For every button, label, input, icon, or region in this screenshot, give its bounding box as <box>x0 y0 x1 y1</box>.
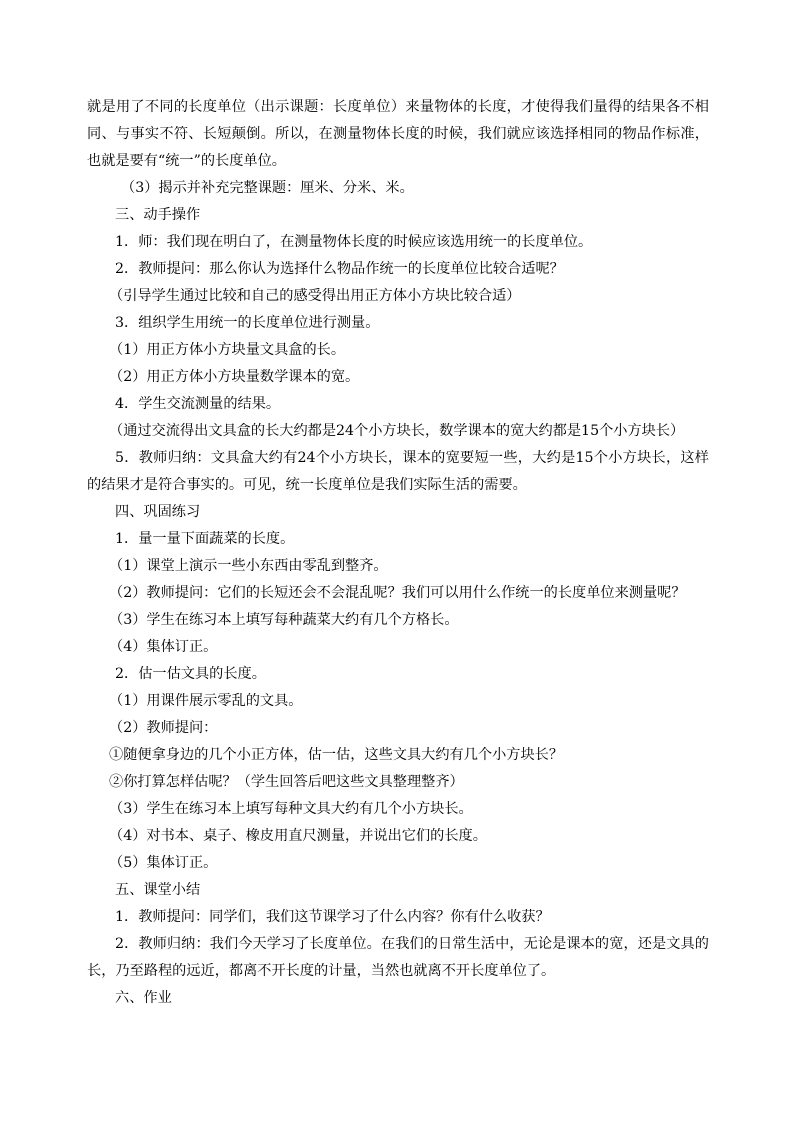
section-4-item-2-sub-5: （5）集体订正。 <box>109 855 218 871</box>
section-6-title: 六、作业 <box>115 990 172 1006</box>
section-4-item-2: 2．估一估文具的长度。 <box>115 666 266 682</box>
section-4-item-2-sub-1: （1）用课件展示零乱的文具。 <box>109 693 303 709</box>
section-4-item-1-sub-3: （3）学生在练习本上填写每种蔬菜大约有几个方格长。 <box>109 612 459 628</box>
section-5-item-2: 2．教师归纳：我们今天学习了长度单位。在我们的日常生活中，无论是课本的宽，还是文具的长，乃至路程的远近，都离不开长度的计量，当然也就离不开长度单位了。 <box>87 936 709 979</box>
reveal-topic-line: （3）揭示并补充完整课题：厘米、分米、米。 <box>121 180 414 196</box>
section-4-item-1-sub-2: （2）教师提问：它们的长短还会不会混乱呢？我们可以用什么作统一的长度单位来测量呢？ <box>109 585 686 601</box>
document-page <box>87 94 709 1012</box>
intro-paragraph: 就是用了不同的长度单位（出示课题：长度单位）来量物体的长度，才使得我们量得的结果各不相同、与事实不符、长短颠倒。所以，在测量物体长度的时候，我们就应该选择相同的物品作标准，也就是要有“统一”的长度单位。 <box>87 99 709 169</box>
section-4-item-2-sub-2a: ①随便拿身边的几个小正方体，估一估，这些文具大约有几个小方块长？ <box>109 747 564 763</box>
section-5-item-1: 1．教师提问：同学们，我们这节课学习了什么内容？你有什么收获？ <box>115 909 550 925</box>
section-4-title: 四、巩固练习 <box>115 504 201 520</box>
section-3-title: 三、动手操作 <box>115 207 201 223</box>
section-4-item-1-sub-1: （1）课堂上演示一些小东西由零乱到整齐。 <box>109 558 388 574</box>
section-3-item-2-note: （引导学生通过比较和自己的感受得出用正方体小方块比较合适） <box>109 288 521 304</box>
section-4-item-1-sub-4: （4）集体订正。 <box>109 639 218 655</box>
section-3-item-3: 3．组织学生用统一的长度单位进行测量。 <box>115 315 380 331</box>
section-4-item-2-sub-2b: ②你打算怎样估呢？（学生回答后吧这些文具整理整齐） <box>109 774 464 790</box>
section-5-title: 五、课堂小结 <box>115 882 201 898</box>
section-3-item-2: 2．教师提问：那么你认为选择什么物品作统一的长度单位比较合适呢？ <box>115 261 564 277</box>
section-3-item-4: 4．学生交流测量的结果。 <box>115 396 281 412</box>
section-4-item-2-sub-3: （3）学生在练习本上填写每种文具大约有几个小方块长。 <box>109 801 473 817</box>
section-4-item-1: 1．量一量下面蔬菜的长度。 <box>115 531 295 547</box>
section-4-item-2-sub-4: （4）对书本、桌子、橡皮用直尺测量，并说出它们的长度。 <box>109 828 487 844</box>
section-3-item-1: 1．师：我们现在明白了，在测量物体长度的时候应该选用统一的长度单位。 <box>115 234 593 250</box>
section-3-item-5: 5．教师归纳：文具盒大约有24个小方块长，课本的宽要短一些，大约是15个小方块长，这样的结果才是符合事实的。可见，统一长度单位是我们实际生活的需要。 <box>87 450 709 493</box>
section-4-item-2-sub-2: （2）教师提问： <box>109 720 218 736</box>
section-3-item-3-sub-2: （2）用正方体小方块量数学课本的宽。 <box>109 369 360 385</box>
section-3-item-3-sub-1: （1）用正方体小方块量文具盒的长。 <box>109 342 346 358</box>
section-3-item-4-note: （通过交流得出文具盒的长大约都是24个小方块长，数学课本的宽大约都是15个小方块长） <box>109 423 685 439</box>
